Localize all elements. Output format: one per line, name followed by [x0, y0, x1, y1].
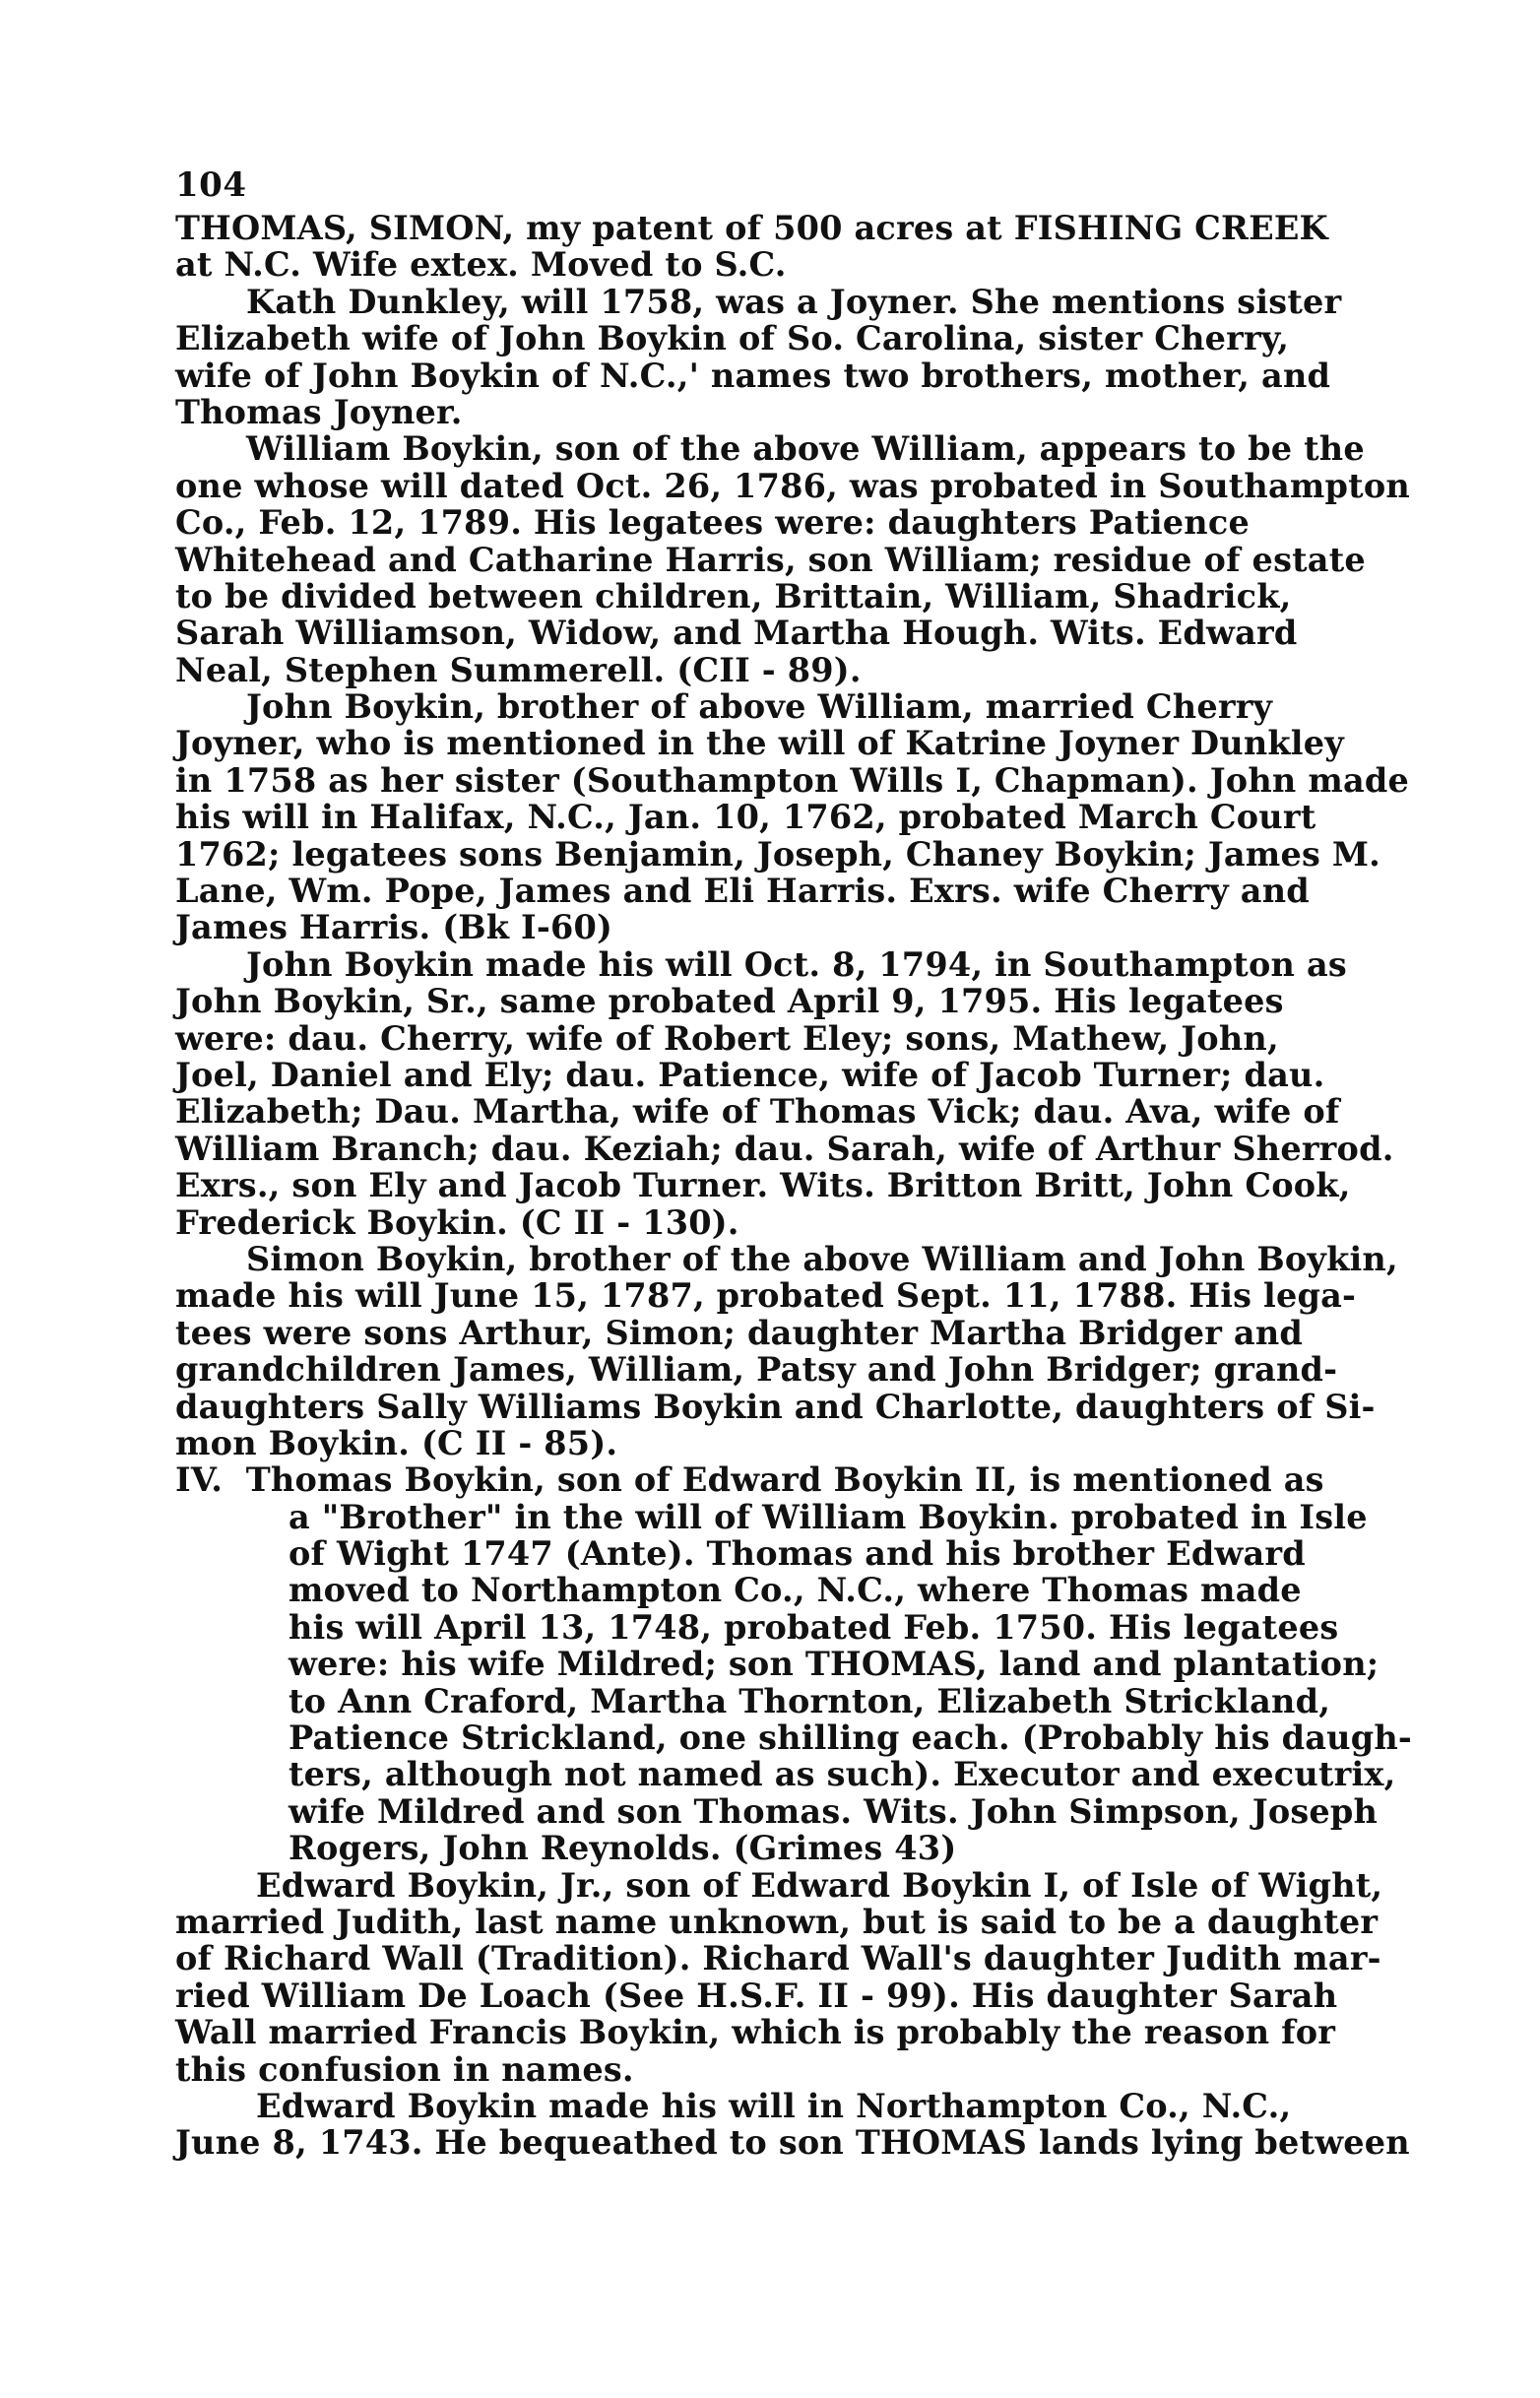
- text-line: his will April 13, 1748, probated Feb. 1750. His legatees: [289, 1607, 1339, 1647]
- text-line: married Judith, last name unknown, but is said to be a daughter: [175, 1902, 1379, 1941]
- text-line: wife Mildred and son Thomas. Wits. John Simpson, Joseph: [289, 1791, 1379, 1831]
- text-line: Neal, Stephen Summerell. (CII - 89).: [175, 650, 862, 689]
- text-line: Edward Boykin, Jr., son of Edward Boykin I, of Isle of Wight,: [256, 1865, 1383, 1905]
- text-line: grandchildren James, William, Patsy and John Bridger; grand-: [175, 1350, 1338, 1390]
- text-line: of Richard Wall (Tradition). Richard Wall's daughter Judith mar-: [175, 1939, 1381, 1978]
- text-line: Rogers, John Reynolds. (Grimes 43): [289, 1829, 957, 1868]
- text-line: 1762; legatees sons Benjamin, Joseph, Chaney Boykin; James M.: [175, 834, 1381, 874]
- text-line: Whitehead and Catharine Harris, son William; residue of estate: [175, 540, 1366, 579]
- text-line: John Boykin made his will Oct. 8, 1794, in Southampton as: [246, 944, 1347, 984]
- text-line: Joel, Daniel and Ely; dau. Patience, wife of Jacob Turner; dau.: [175, 1055, 1325, 1094]
- text-line: of Wight 1747 (Ante). Thomas and his brother Edward: [289, 1534, 1306, 1574]
- text-line: to Ann Craford, Martha Thornton, Elizabeth Strickland,: [289, 1681, 1331, 1720]
- text-line: Lane, Wm. Pope, James and Eli Harris. Exrs. wife Cherry and: [175, 872, 1310, 911]
- text-line: ried William De Loach (See H.S.F. II - 99). His daughter Sarah: [175, 1976, 1338, 2015]
- text-line: to be divided between children, Brittain, William, Shadrick,: [175, 576, 1292, 616]
- text-line: were: dau. Cherry, wife of Robert Eley; sons, Mathew, John,: [175, 1018, 1279, 1058]
- text-line: at N.C. Wife extex. Moved to S.C.: [175, 245, 787, 285]
- text-line: John Boykin, Sr., same probated April 9, 1795. His legatees: [175, 982, 1284, 1021]
- text-line: Elizabeth wife of John Boykin of So. Carolina, sister Cherry,: [175, 319, 1290, 358]
- text-line: Thomas Joyner.: [175, 392, 463, 431]
- text-line: Patience Strickland, one shilling each. (Probably his daugh-: [289, 1718, 1412, 1758]
- text-line: William Boykin, son of the above William, appears to be the: [246, 429, 1365, 469]
- text-line: John Boykin, brother of above William, married Cherry: [246, 687, 1273, 727]
- text-line: Elizabeth; Dau. Martha, wife of Thomas Vick; dau. Ava, wife of: [175, 1092, 1340, 1132]
- text-line: a "Brother" in the will of William Boykin. probated in Isle: [289, 1497, 1368, 1536]
- text-line: James Harris. (Bk I-60): [175, 908, 613, 947]
- text-line: moved to Northampton Co., N.C., where Thomas made: [289, 1571, 1302, 1610]
- text-line: Joyner, who is mentioned in the will of Katrine Joyner Dunkley: [175, 724, 1344, 763]
- body-text: [175, 210, 1455, 2162]
- text-line: mon Boykin. (C II - 85).: [175, 1423, 618, 1462]
- text-line: daughters Sally Williams Boykin and Charlotte, daughters of Si-: [175, 1387, 1376, 1426]
- text-line: Kath Dunkley, will 1758, was a Joyner. She mentions sister: [246, 282, 1342, 321]
- text-line: IV. Thomas Boykin, son of Edward Boykin II, is mentioned as: [175, 1460, 1324, 1500]
- text-line: one whose will dated Oct. 26, 1786, was probated in Southampton: [175, 466, 1410, 505]
- text-line: were: his wife Mildred; son THOMAS, land and plantation;: [289, 1645, 1380, 1684]
- text-line: Wall married Francis Boykin, which is probably the reason for: [175, 2013, 1336, 2052]
- text-line: wife of John Boykin of N.C.,' names two brothers, mother, and: [175, 356, 1331, 395]
- text-line: Exrs., son Ely and Jacob Turner. Wits. Britton Britt, John Cook,: [175, 1166, 1351, 1205]
- text-line: made his will June 15, 1787, probated Sept. 11, 1788. His lega-: [175, 1276, 1357, 1316]
- text-line: Frederick Boykin. (C II - 130).: [175, 1202, 739, 1242]
- text-line: Edward Boykin made his will in Northampton Co., N.C.,: [256, 2086, 1292, 2125]
- text-line: June 8, 1743. He bequeathed to son THOMAS lands lying between: [175, 2123, 1410, 2163]
- text-line: in 1758 as her sister (Southampton Wills I, Chapman). John made: [175, 760, 1410, 800]
- text-line: this confusion in names.: [175, 2049, 634, 2089]
- text-line: Co., Feb. 12, 1789. His legatees were: daughters Patience: [175, 503, 1250, 543]
- text-line: ters, although not named as such). Executor and executrix,: [289, 1755, 1396, 1794]
- page-number: 104: [175, 165, 247, 205]
- text-line: Simon Boykin, brother of the above William and John Boykin,: [246, 1239, 1398, 1278]
- text-line: tees were sons Arthur, Simon; daughter Martha Bridger and: [175, 1313, 1304, 1352]
- text-line: Sarah Williamson, Widow, and Martha Hough. Wits. Edward: [175, 614, 1298, 653]
- text-line: THOMAS, SIMON, my patent of 500 acres at FISHING CREEK: [175, 209, 1328, 247]
- text-line: his will in Halifax, N.C., Jan. 10, 1762, probated March Court: [175, 798, 1316, 837]
- text-line: William Branch; dau. Keziah; dau. Sarah, wife of Arthur Sherrod.: [175, 1129, 1394, 1168]
